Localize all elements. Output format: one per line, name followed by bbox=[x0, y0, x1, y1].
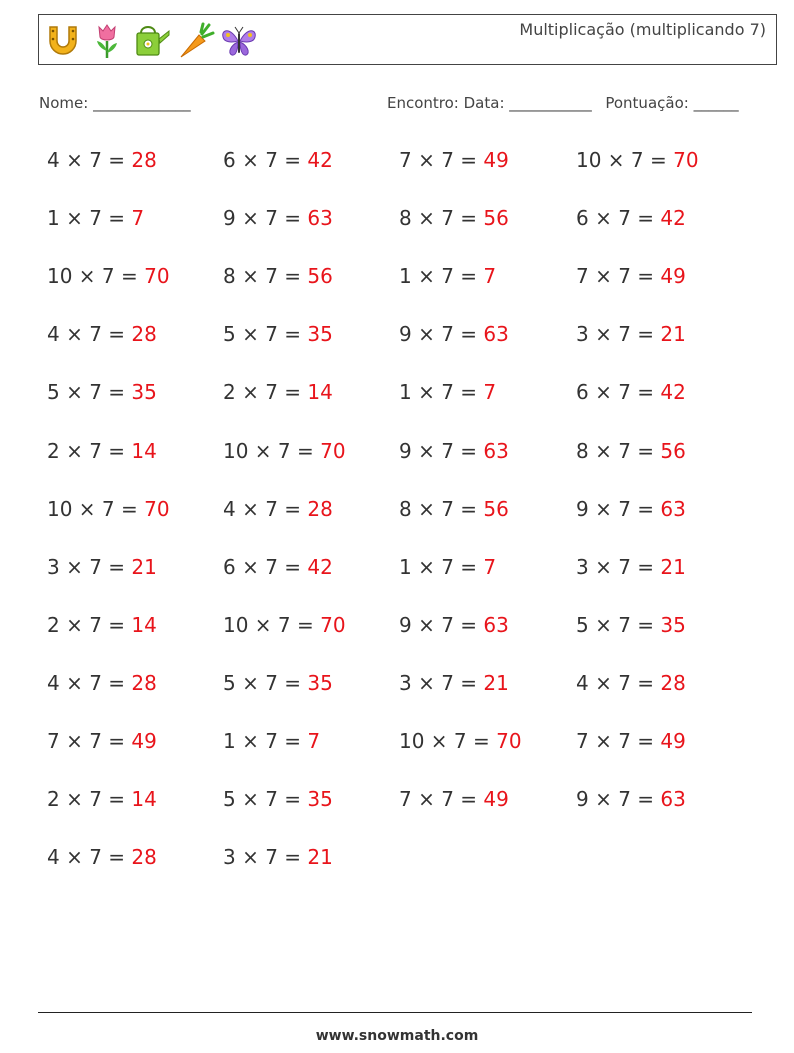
problem-answer: 28 bbox=[131, 670, 157, 695]
problem-answer: 14 bbox=[307, 380, 333, 405]
problem-item bbox=[223, 555, 333, 579]
problem-item bbox=[47, 729, 157, 753]
problem-answer: 56 bbox=[307, 264, 333, 289]
problem-answer: 63 bbox=[660, 787, 686, 812]
problem-item bbox=[47, 787, 157, 811]
problem-answer: 70 bbox=[673, 148, 699, 172]
problem-item bbox=[47, 322, 157, 346]
problem-question: 8 × 7 = bbox=[399, 496, 484, 521]
problem-answer: 28 bbox=[131, 148, 157, 172]
problem-answer: 28 bbox=[307, 496, 333, 521]
problem-answer: 21 bbox=[660, 322, 686, 347]
problem-question: 1 × 7 = bbox=[47, 206, 132, 231]
problem-question: 4 × 7 = bbox=[576, 670, 661, 695]
worksheet-title: Multiplicação (multiplicando 7) bbox=[519, 20, 766, 39]
problem-answer: 70 bbox=[144, 496, 170, 521]
problem-question: 10 × 7 = bbox=[223, 438, 321, 463]
problem-answer: 7 bbox=[483, 554, 497, 579]
problem-item bbox=[399, 729, 522, 753]
problem-item bbox=[223, 439, 346, 463]
problem-question: 5 × 7 = bbox=[223, 670, 308, 695]
problem-question: 7 × 7 = bbox=[576, 264, 661, 289]
problem-answer: 70 bbox=[320, 612, 346, 637]
problem-question: 8 × 7 = bbox=[223, 264, 308, 289]
problem-question: 4 × 7 = bbox=[47, 322, 132, 347]
problem-item bbox=[223, 671, 333, 695]
problem-answer: 63 bbox=[660, 496, 686, 521]
problem-item bbox=[399, 322, 509, 346]
problem-answer: 7 bbox=[131, 206, 145, 231]
problem-item bbox=[223, 148, 333, 172]
problem-item bbox=[47, 206, 144, 230]
problem-item bbox=[399, 555, 496, 579]
problem-question: 2 × 7 = bbox=[47, 438, 132, 463]
problem-answer: 70 bbox=[144, 264, 170, 289]
problem-answer: 35 bbox=[307, 322, 333, 347]
problem-item bbox=[47, 380, 157, 404]
problem-question: 4 × 7 = bbox=[47, 845, 132, 870]
problem-answer: 21 bbox=[483, 670, 509, 695]
problem-item bbox=[576, 380, 686, 404]
problem-item bbox=[399, 671, 509, 695]
problem-question: 6 × 7 = bbox=[223, 148, 308, 172]
problem-item bbox=[47, 264, 170, 288]
problem-question: 3 × 7 = bbox=[576, 554, 661, 579]
problem-answer: 42 bbox=[660, 206, 686, 231]
problem-item bbox=[47, 845, 157, 869]
problem-answer: 56 bbox=[483, 206, 509, 231]
problem-item bbox=[223, 206, 333, 230]
problem-item bbox=[223, 322, 333, 346]
date-score-fields bbox=[387, 94, 739, 112]
carrot-icon bbox=[175, 21, 215, 61]
problem-item bbox=[399, 787, 509, 811]
problem-question: 4 × 7 = bbox=[47, 670, 132, 695]
score-label: Pontuação: bbox=[605, 94, 689, 112]
problem-item bbox=[399, 439, 509, 463]
problem-item bbox=[576, 264, 686, 288]
problem-answer: 63 bbox=[483, 438, 509, 463]
problem-question: 2 × 7 = bbox=[47, 787, 132, 812]
problem-question: 5 × 7 = bbox=[47, 380, 132, 405]
problem-question: 8 × 7 = bbox=[576, 438, 661, 463]
meeting-date-label: Encontro: Data: bbox=[387, 94, 505, 112]
problem-answer: 49 bbox=[483, 148, 509, 172]
problem-question: 7 × 7 = bbox=[399, 148, 484, 172]
problem-item bbox=[399, 264, 496, 288]
problem-answer: 21 bbox=[131, 554, 157, 579]
problem-answer: 70 bbox=[496, 729, 522, 753]
problem-item bbox=[576, 206, 686, 230]
problem-item bbox=[576, 671, 686, 695]
problem-item bbox=[399, 148, 509, 172]
problem-answer: 7 bbox=[483, 264, 497, 289]
problem-question: 5 × 7 = bbox=[223, 322, 308, 347]
problem-answer: 21 bbox=[660, 554, 686, 579]
problem-answer: 42 bbox=[307, 148, 333, 172]
problem-answer: 70 bbox=[320, 438, 346, 463]
problem-question: 2 × 7 = bbox=[47, 612, 132, 637]
problem-item bbox=[576, 613, 686, 637]
problem-item bbox=[223, 729, 320, 753]
problem-answer: 28 bbox=[131, 845, 157, 870]
problem-answer: 35 bbox=[307, 670, 333, 695]
problem-question: 3 × 7 = bbox=[399, 670, 484, 695]
problem-item bbox=[47, 671, 157, 695]
problem-answer: 28 bbox=[660, 670, 686, 695]
footer-divider bbox=[38, 1012, 752, 1013]
problem-item bbox=[223, 787, 333, 811]
problem-question: 1 × 7 = bbox=[223, 729, 308, 753]
problem-question: 3 × 7 = bbox=[223, 845, 308, 870]
name-line: _____________ bbox=[93, 94, 191, 112]
footer-url: www.snowmath.com bbox=[315, 1028, 479, 1044]
problem-question: 6 × 7 = bbox=[223, 554, 308, 579]
problem-item bbox=[576, 729, 686, 753]
problem-question: 10 × 7 = bbox=[47, 264, 145, 289]
problem-question: 1 × 7 = bbox=[399, 264, 484, 289]
problem-item bbox=[223, 497, 333, 521]
problem-answer: 14 bbox=[131, 787, 157, 812]
problem-question: 9 × 7 = bbox=[223, 206, 308, 231]
problem-question: 4 × 7 = bbox=[223, 496, 308, 521]
problem-item bbox=[47, 439, 157, 463]
problem-answer: 7 bbox=[483, 380, 497, 405]
horseshoe-icon bbox=[43, 21, 83, 61]
problem-question: 10 × 7 = bbox=[223, 612, 321, 637]
problem-answer: 14 bbox=[131, 612, 157, 637]
problem-answer: 14 bbox=[131, 438, 157, 463]
problem-answer: 42 bbox=[307, 554, 333, 579]
problem-question: 7 × 7 = bbox=[47, 729, 132, 753]
tulip-icon bbox=[87, 21, 127, 61]
problem-answer: 42 bbox=[660, 380, 686, 405]
problem-answer: 63 bbox=[483, 322, 509, 347]
problem-answer: 63 bbox=[307, 206, 333, 231]
problem-item bbox=[223, 264, 333, 288]
problem-item bbox=[47, 148, 157, 172]
problem-answer: 7 bbox=[307, 729, 321, 753]
watering-can-icon bbox=[131, 21, 171, 61]
problem-answer: 49 bbox=[483, 787, 509, 812]
problem-question: 8 × 7 = bbox=[399, 206, 484, 231]
icon-strip bbox=[43, 21, 259, 61]
problem-item bbox=[399, 613, 509, 637]
score-line: ______ bbox=[693, 94, 739, 112]
problem-question: 2 × 7 = bbox=[223, 380, 308, 405]
butterfly-icon bbox=[219, 21, 259, 61]
problem-question: 5 × 7 = bbox=[576, 612, 661, 637]
problem-answer: 56 bbox=[660, 438, 686, 463]
problem-question: 9 × 7 = bbox=[399, 612, 484, 637]
problem-question: 4 × 7 = bbox=[47, 148, 132, 172]
problem-item bbox=[223, 845, 333, 869]
problem-question: 1 × 7 = bbox=[399, 380, 484, 405]
problem-item bbox=[47, 555, 157, 579]
problem-answer: 35 bbox=[307, 787, 333, 812]
problem-answer: 28 bbox=[131, 322, 157, 347]
problem-question: 10 × 7 = bbox=[399, 729, 497, 753]
problem-question: 7 × 7 = bbox=[576, 729, 661, 753]
name-label: Nome: bbox=[39, 94, 89, 112]
problem-item bbox=[576, 439, 686, 463]
problem-item bbox=[399, 497, 509, 521]
problem-question: 9 × 7 = bbox=[576, 787, 661, 812]
problem-item bbox=[223, 380, 333, 404]
worksheet-header bbox=[38, 14, 777, 65]
problem-answer: 49 bbox=[660, 729, 686, 753]
problem-item bbox=[576, 555, 686, 579]
problem-item bbox=[576, 322, 686, 346]
problem-question: 7 × 7 = bbox=[399, 787, 484, 812]
problem-item bbox=[576, 148, 699, 172]
problem-item bbox=[399, 206, 509, 230]
problem-question: 9 × 7 = bbox=[576, 496, 661, 521]
problem-answer: 35 bbox=[660, 612, 686, 637]
problem-answer: 21 bbox=[307, 845, 333, 870]
problem-question: 10 × 7 = bbox=[576, 148, 674, 172]
problem-question: 1 × 7 = bbox=[399, 554, 484, 579]
problem-question: 6 × 7 = bbox=[576, 206, 661, 231]
problem-answer: 63 bbox=[483, 612, 509, 637]
problem-question: 5 × 7 = bbox=[223, 787, 308, 812]
problem-answer: 56 bbox=[483, 496, 509, 521]
problem-answer: 49 bbox=[131, 729, 157, 753]
problem-answer: 49 bbox=[660, 264, 686, 289]
problem-question: 10 × 7 = bbox=[47, 496, 145, 521]
problem-item bbox=[576, 787, 686, 811]
problem-question: 3 × 7 = bbox=[47, 554, 132, 579]
problem-item bbox=[223, 613, 346, 637]
problem-question: 9 × 7 = bbox=[399, 438, 484, 463]
problem-question: 9 × 7 = bbox=[399, 322, 484, 347]
problem-question: 3 × 7 = bbox=[576, 322, 661, 347]
problem-item bbox=[47, 613, 157, 637]
problem-question: 6 × 7 = bbox=[576, 380, 661, 405]
problem-item bbox=[47, 497, 170, 521]
problem-answer: 35 bbox=[131, 380, 157, 405]
date-line: ___________ bbox=[509, 94, 592, 112]
problem-item bbox=[576, 497, 686, 521]
problem-item bbox=[399, 380, 496, 404]
name-field bbox=[39, 94, 191, 112]
